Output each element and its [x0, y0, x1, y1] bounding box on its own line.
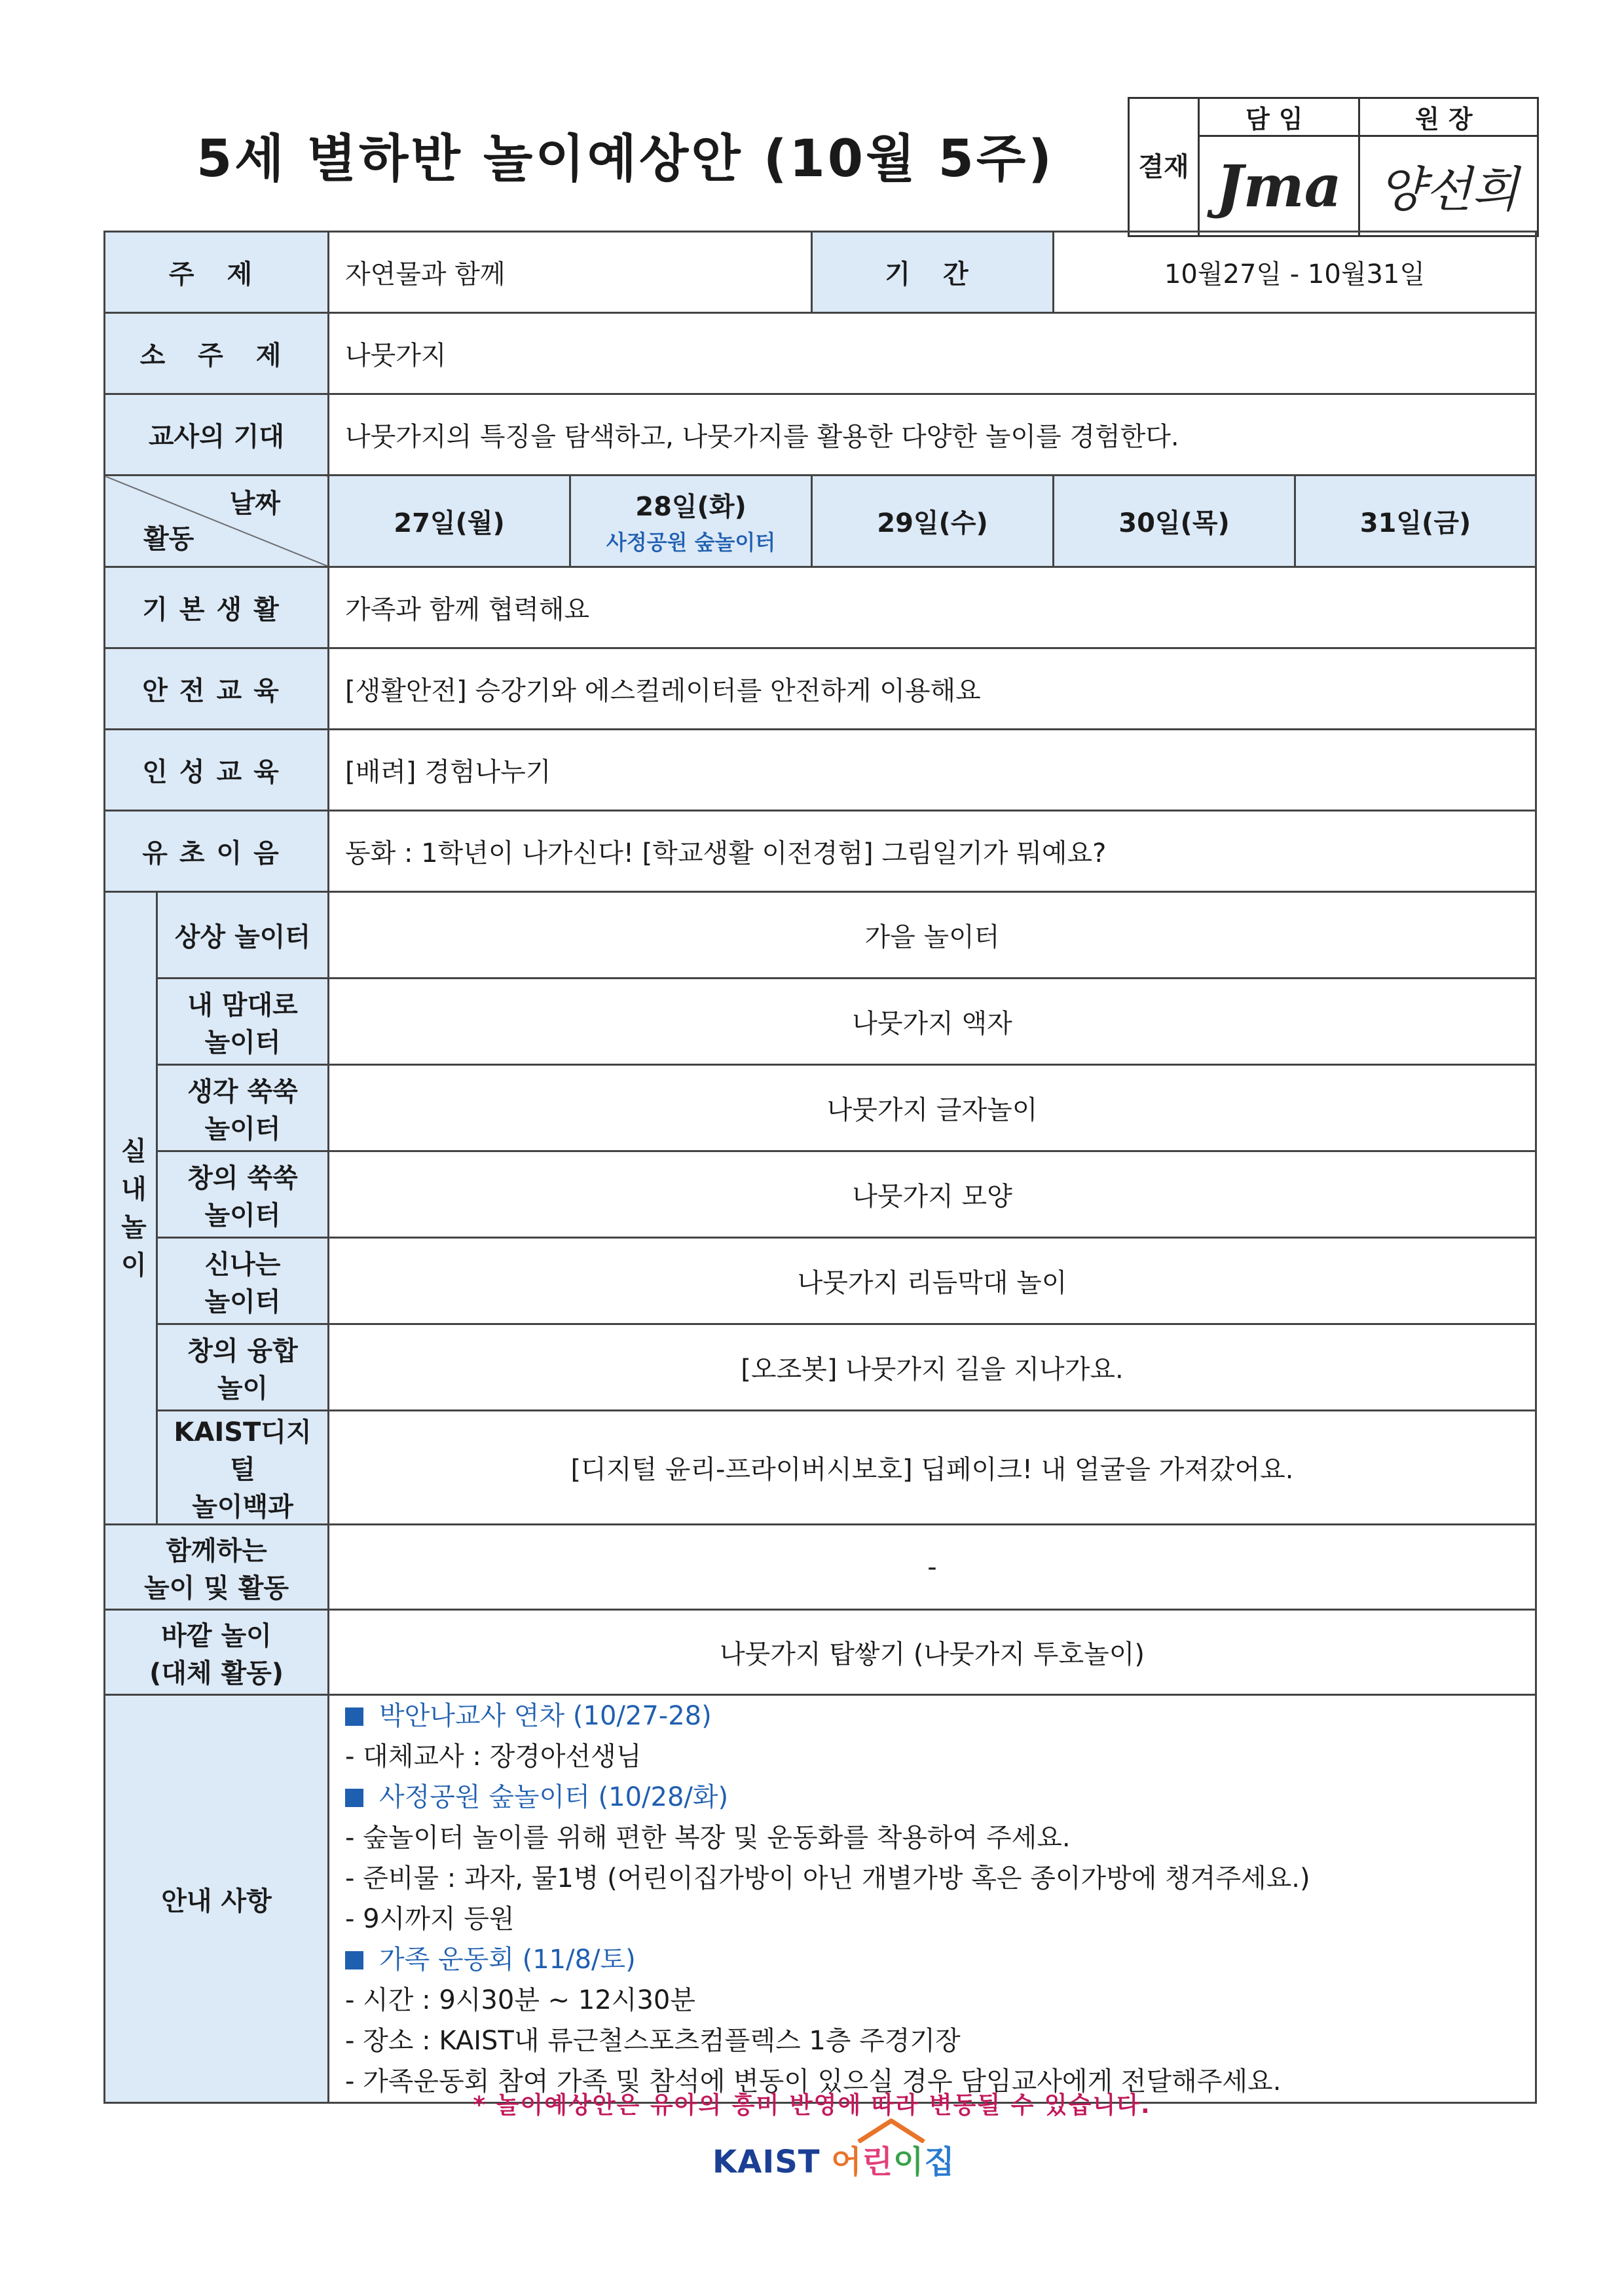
indoor-item-value: [디지털 윤리-프라이버시보호] 딥페이크! 내 얼굴을 가져갔어요.: [329, 1411, 1536, 1525]
safety-row: [105, 648, 1536, 730]
indoor-item-label: 창의 쑥쑥 놀이터: [157, 1151, 329, 1238]
notice-line: - 시간 : 9시30분 ~ 12시30분: [345, 1985, 695, 2015]
page-title: 5세 별하반 놀이예상안 (10월 5주): [196, 130, 1054, 189]
indoor-row-1: [105, 979, 1536, 1065]
character-label: 인성교육: [105, 730, 329, 811]
outdoor-row: [105, 1610, 1536, 1695]
notice-line: - 숲놀이터 놀이를 위해 편한 복장 및 운동화를 착용하여 주세요.: [345, 1823, 1071, 1853]
expectation-label: 교사의 기대: [105, 394, 329, 476]
indoor-item-value: 가을 놀이터: [329, 892, 1536, 979]
transition-row: [105, 811, 1536, 892]
basic-life-row: [105, 567, 1536, 648]
basic-life-value: 가족과 함께 협력해요: [329, 567, 1536, 648]
indoor-item-value: 나뭇가지 리듬막대 놀이: [329, 1238, 1536, 1324]
day-28: 28일(화) 사정공원 숲놀이터: [570, 476, 812, 567]
indoor-row-2: [105, 1065, 1536, 1151]
indoor-row-3: [105, 1151, 1536, 1238]
square-bullet-icon: [345, 1951, 363, 1969]
notice-row: [105, 1695, 1536, 2103]
approval-label: 결재: [1129, 98, 1199, 236]
period-value: 10월27일 - 10월31일: [1054, 232, 1536, 313]
day-28-subtitle: 사정공원 숲놀이터: [606, 530, 776, 555]
plan-table: [103, 231, 1537, 2104]
logo-korean-text: 어린이집: [831, 2144, 955, 2180]
day-29: 29일(수): [812, 476, 1054, 567]
character-row: [105, 730, 1536, 811]
kaist-daycare-logo: [712, 2136, 955, 2182]
indoor-row-5: [105, 1324, 1536, 1411]
safety-value: [생활안전] 승강기와 에스컬레이터를 안전하게 이용해요: [329, 648, 1536, 730]
indoor-row-6: [105, 1411, 1536, 1525]
day-30: 30일(목): [1054, 476, 1295, 567]
indoor-item-label: 창의 융합 놀이: [157, 1324, 329, 1411]
notice-line: - 가족운동회 참여 가족 및 참석에 변동이 있으실 경우 담임교사에게 전달해주세요.: [345, 2066, 1282, 2097]
indoor-item-value: [오조봇] 나뭇가지 길을 지나가요.: [329, 1324, 1536, 1411]
footnote: * 놀이예상안은 유아의 흥미 반영에 따라 변동될 수 있습니다.: [473, 2092, 1151, 2119]
notice-line: - 준비물 : 과자, 물1병 (어린이집가방이 아닌 개별가방 혹은 종이가방에 챙겨주세요.): [345, 1863, 1310, 1894]
approval-header-teacher: 담임: [1199, 98, 1359, 136]
teacher-signature: Jma: [1199, 136, 1359, 236]
day-31: 31일(금): [1295, 476, 1536, 567]
transition-label: 유초이음: [105, 811, 329, 892]
notice-label: 안내 사항: [105, 1695, 329, 2103]
period-label: 기 간: [812, 232, 1054, 313]
outdoor-label: 바깥 놀이 (대체 활동): [105, 1610, 329, 1695]
house-roof-icon: [855, 2117, 927, 2143]
theme-value: 자연물과 함께: [329, 232, 812, 313]
expectation-row: [105, 394, 1536, 476]
indoor-item-value: 나뭇가지 액자: [329, 979, 1536, 1065]
together-row: [105, 1525, 1536, 1610]
notice-section-title: 가족 운동회 (11/8/토): [345, 1939, 1519, 1980]
basic-life-label: 기본생활: [105, 567, 329, 648]
indoor-item-value: 나뭇가지 글자놀이: [329, 1065, 1536, 1151]
subtheme-label: 소 주 제: [105, 313, 329, 394]
notice-line: - 9시까지 등원: [345, 1904, 515, 1934]
indoor-item-label: KAIST디지털 놀이백과: [157, 1411, 329, 1525]
logo-kaist-text: KAIST: [712, 2144, 821, 2180]
indoor-row-0: [105, 892, 1536, 979]
square-bullet-icon: [345, 1789, 363, 1807]
subtheme-row: [105, 313, 1536, 394]
activity-label: 활동: [143, 524, 194, 554]
expectation-value: 나뭇가지의 특징을 탐색하고, 나뭇가지를 활용한 다양한 놀이를 경험한다.: [329, 394, 1536, 476]
safety-label: 안전교육: [105, 648, 329, 730]
day-27: 27일(월): [329, 476, 570, 567]
theme-label: 주 제: [105, 232, 329, 313]
approval-header-principal: 원장: [1359, 98, 1538, 136]
notice-content: [329, 1695, 1536, 2103]
date-activity-diagonal-cell: [105, 476, 329, 567]
character-value: [배려] 경험나누기: [329, 730, 1536, 811]
day-header-row: [105, 476, 1536, 567]
approval-box: [1128, 97, 1539, 237]
principal-signature: 양선희: [1359, 136, 1538, 236]
subtheme-value: 나뭇가지: [329, 313, 1536, 394]
notice-section-title: 박안나교사 연차 (10/27-28): [345, 1696, 1519, 1736]
indoor-item-label: 생각 쑥쑥 놀이터: [157, 1065, 329, 1151]
date-label: 날짜: [229, 489, 280, 519]
together-label: 함께하는 놀이 및 활동: [105, 1525, 329, 1610]
notice-section-title: 사정공원 숲놀이터 (10/28/화): [345, 1777, 1519, 1818]
indoor-item-value: 나뭇가지 모양: [329, 1151, 1536, 1238]
indoor-item-label: 신나는 놀이터: [157, 1238, 329, 1324]
outdoor-value: 나뭇가지 탑쌓기 (나뭇가지 투호놀이): [329, 1610, 1536, 1695]
transition-value: 동화 : 1학년이 나가신다! [학교생활 이전경험] 그림일기가 뭐예요?: [329, 811, 1536, 892]
square-bullet-icon: [345, 1707, 363, 1726]
together-value: -: [329, 1525, 1536, 1610]
indoor-item-label: 상상 놀이터: [157, 892, 329, 979]
indoor-row-4: [105, 1238, 1536, 1324]
notice-line: - 장소 : KAIST내 류근철스포츠컴플렉스 1층 주경기장: [345, 2026, 961, 2056]
theme-row: [105, 232, 1536, 313]
indoor-item-label: 내 맘대로 놀이터: [157, 979, 329, 1065]
indoor-play-label: 실 내 놀 이: [105, 892, 157, 1525]
notice-line: - 대체교사 : 장경아선생님: [345, 1742, 642, 1772]
